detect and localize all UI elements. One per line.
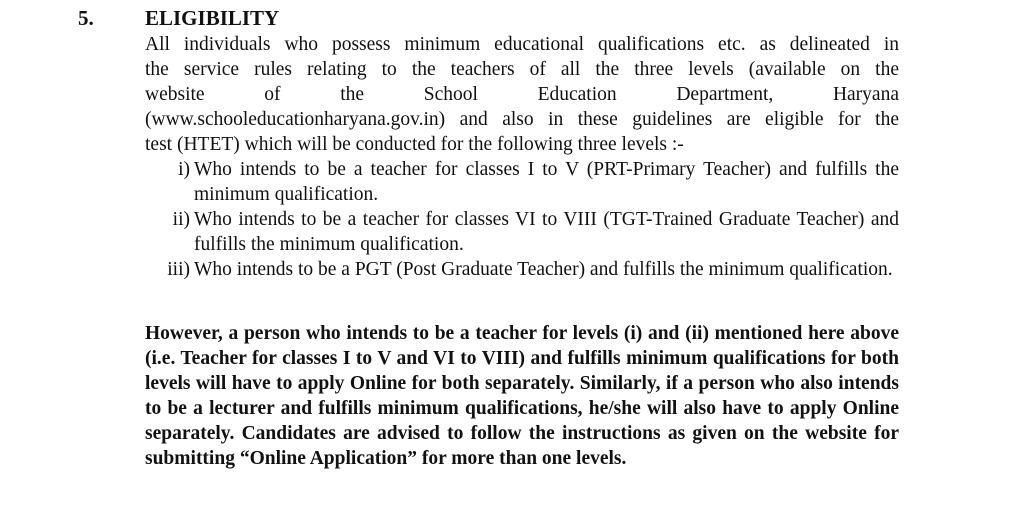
- level-text: Who intends to be a teacher for classes I to V (PRT-Primary Teacher) and fulfills the minimum qualification.: [194, 159, 899, 205]
- intro-line-5: test (HTET) which will be conducted for the following three levels :-: [145, 134, 684, 155]
- level-item: [145, 157, 899, 207]
- level-item: [145, 257, 899, 282]
- levels-list: [145, 157, 899, 282]
- level-marker: iii): [167, 259, 190, 280]
- multiple-levels-note: However, a person who intends to be a teacher for levels (i) and (ii) mentioned here above (i.e. Teacher for classes I to V and VI to VIII) and fulfills minimum qualifications for both levels will have to apply Online for both separately. Similarly, if a person who also intends to be a lecturer and fulfills minimum qualifications, he/she will also have to apply Online separately. Candidates are advised to follow the instructions as given on the website for submitting “Online Application” for more than one levels.: [145, 323, 899, 469]
- intro-line-2: the service rules relating to the teachers of all the three levels (available on the: [145, 59, 899, 80]
- level-text: Who intends to be a teacher for classes VI to VIII (TGT-Trained Graduate Teacher) and fulfills the minimum qualification.: [194, 209, 899, 255]
- intro-line-4: (www.schooleducationharyana.gov.in) and also in these guidelines are eligible for the: [145, 109, 899, 130]
- section-number: 5.: [78, 6, 94, 30]
- intro-line-1: All individuals who possess minimum educational qualifications etc. as delineated in: [145, 34, 899, 55]
- level-text: Who intends to be a PGT (Post Graduate Teacher) and fulfills the minimum qualification.: [194, 259, 893, 280]
- section-title: ELIGIBILITY: [145, 6, 280, 30]
- level-item: [145, 207, 899, 257]
- level-marker: ii): [172, 209, 190, 230]
- level-marker: i): [178, 159, 190, 180]
- intro-line-3: website of the School Education Department, Haryana: [145, 84, 899, 105]
- eligibility-intro-paragraph: [145, 32, 899, 157]
